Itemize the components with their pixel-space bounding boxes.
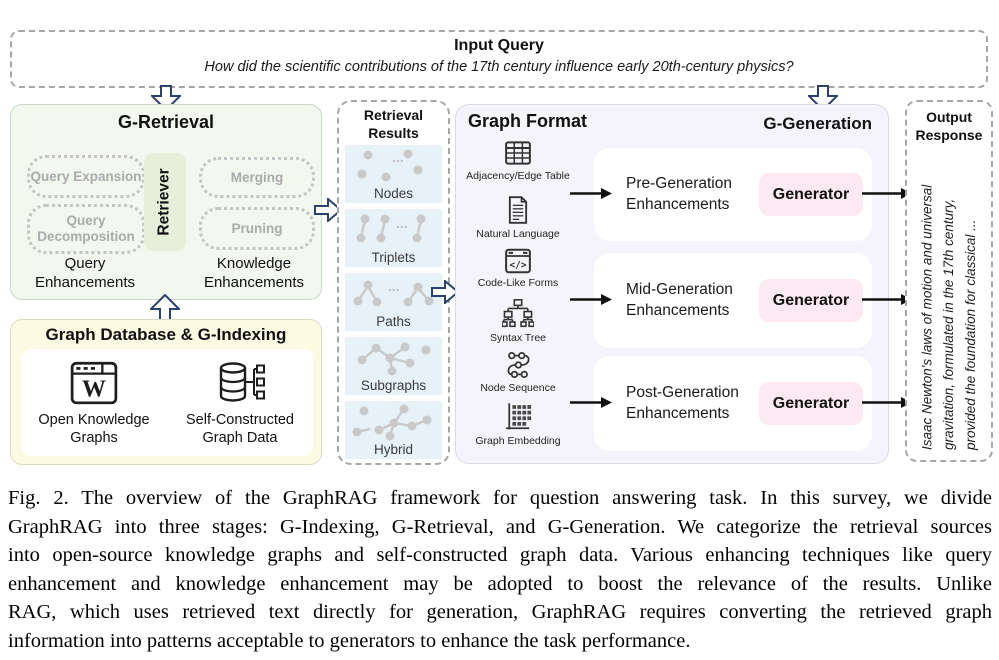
document-icon [504, 194, 532, 226]
svg-text:...: ... [396, 215, 408, 231]
pruning-label: Pruning [231, 220, 283, 236]
retrieval-results-title: Retrieval Results [363, 107, 424, 141]
caption-line: into open-source knowledge graphs and self-constructed graph data. Various enhancing techniques like query [8, 544, 992, 567]
open-knowledge-graphs-label: Open Knowledge Graphs [38, 412, 150, 446]
pruning-pill [199, 207, 315, 250]
matrix-grid-icon [503, 401, 533, 433]
result-item-label: Triplets [371, 250, 416, 265]
open-knowledge-graphs-item [24, 358, 164, 447]
svg-text:</>: </> [509, 259, 527, 271]
arrow-right-icon [570, 293, 612, 306]
format-item-graph-embedding [456, 401, 580, 447]
generator-pill [759, 279, 863, 322]
result-item-label: Hybrid [373, 442, 413, 457]
result-item-subgraphs [345, 337, 442, 395]
subgraphs-glyph [348, 338, 439, 378]
pre-generation-row [594, 148, 872, 241]
graph-format-title: Graph Format [468, 111, 588, 131]
format-item-natural-language [456, 194, 580, 240]
mid-generation-label: Mid-Generation Enhancements [626, 281, 733, 319]
result-item-label: Subgraphs [360, 378, 427, 393]
caption-line: enhancement and knowledge enhancement may be adopted to boost the relevance of the results. Unlike [8, 572, 992, 595]
figure-caption [8, 487, 992, 659]
retriever-pill [144, 153, 186, 251]
format-item-label: Adjacency/Edge Table [466, 170, 570, 182]
input-query-title: Input Query [454, 37, 544, 54]
input-query-box [10, 30, 988, 88]
result-item-nodes [345, 145, 442, 203]
syntax-tree-icon [502, 298, 534, 330]
wikipedia-window-icon [69, 358, 119, 408]
format-item-label: Graph Embedding [475, 435, 561, 447]
output-response-title: Output Response [915, 109, 983, 143]
generator-pill [759, 173, 863, 216]
post-generation-row [594, 356, 872, 451]
nodes-glyph [348, 146, 439, 186]
result-item-triplets [345, 209, 442, 267]
query-expansion-pill [27, 155, 145, 198]
g-generation-box [455, 104, 889, 464]
query-expansion-label: Query Expansion [30, 168, 142, 184]
query-decomposition-pill [27, 204, 145, 254]
format-item-code-like-forms [456, 247, 580, 289]
format-item-label: Node Sequence [480, 382, 556, 394]
svg-text:W: W [82, 376, 106, 403]
database-graph-icon [214, 358, 266, 408]
query-enhancements-caption: Query Enhancements [34, 255, 136, 291]
generator-label: Generator [772, 394, 850, 412]
graph-database-box [10, 319, 322, 465]
query-decomposition-label: Query Decomposition [37, 213, 135, 244]
triplets-glyph [348, 210, 439, 250]
g-generation-title: G-Generation [763, 114, 872, 133]
arrow-right-icon [570, 396, 612, 409]
g-retrieval-title: G-Retrieval [117, 112, 215, 132]
result-item-label: Nodes [373, 186, 414, 201]
post-generation-label: Post-Generation Enhancements [626, 384, 739, 422]
merging-label: Merging [230, 169, 284, 185]
arrow-right-icon [570, 187, 612, 200]
generator-label: Generator [772, 185, 850, 203]
pre-generation-label: Pre-Generation Enhancements [626, 175, 732, 213]
result-item-hybrid [345, 401, 442, 459]
generator-pill [759, 382, 863, 425]
generator-label: Generator [772, 291, 850, 309]
input-query-text: How did the scientific contributions of the 17th century influence early 20th-century physics? [204, 59, 794, 75]
output-response-box [905, 100, 993, 462]
adjacency-table-icon [503, 138, 533, 168]
code-window-icon [503, 247, 533, 275]
result-item-label: Paths [376, 314, 411, 329]
caption-line: RAG, which uses retrieved text directly for generation, GraphRAG requires converting the retrieved graph [8, 601, 992, 624]
knowledge-enhancements-caption: Knowledge Enhancements [203, 255, 305, 291]
mid-generation-row [594, 253, 872, 348]
format-item-node-sequence [456, 350, 580, 394]
hybrid-glyph [348, 402, 439, 442]
result-item-paths [345, 273, 442, 331]
format-item-syntax-tree [456, 298, 580, 344]
g-retrieval-box [10, 104, 322, 300]
node-sequence-icon [503, 350, 533, 380]
format-item-label: Code-Like Forms [477, 277, 559, 289]
caption-line: information into patterns acceptable to generators to enhance the task performance. [8, 629, 691, 652]
format-item-adjacency-table [456, 138, 580, 182]
self-constructed-graph-label: Self-Constructed Graph Data [186, 412, 294, 446]
format-item-label: Syntax Tree [489, 332, 547, 344]
block-arrow-up-icon [150, 294, 180, 321]
caption-line: GraphRAG into three stages: G-Indexing, G-Retrieval, and G-Generation. We categorize the retrieval sources [8, 515, 992, 538]
svg-text:...: ... [392, 149, 404, 165]
graph-database-inner-panel [21, 349, 313, 456]
format-item-label: Natural Language [476, 228, 560, 240]
caption-line: Fig. 2. The overview of the GraphRAG framework for question answering task. In this survey, we divide [8, 487, 992, 509]
graph-database-title: Graph Database & G-Indexing [45, 325, 287, 344]
svg-text:...: ... [388, 278, 400, 294]
self-constructed-graph-item [170, 358, 310, 447]
paths-glyph [348, 274, 439, 314]
retriever-label: Retriever [156, 168, 173, 236]
output-response-text: Isaac Newton's laws of motion and universal gravitation, formulated in the 17th century, provided the foundation for classical ... [919, 184, 978, 450]
merging-pill [199, 157, 315, 198]
